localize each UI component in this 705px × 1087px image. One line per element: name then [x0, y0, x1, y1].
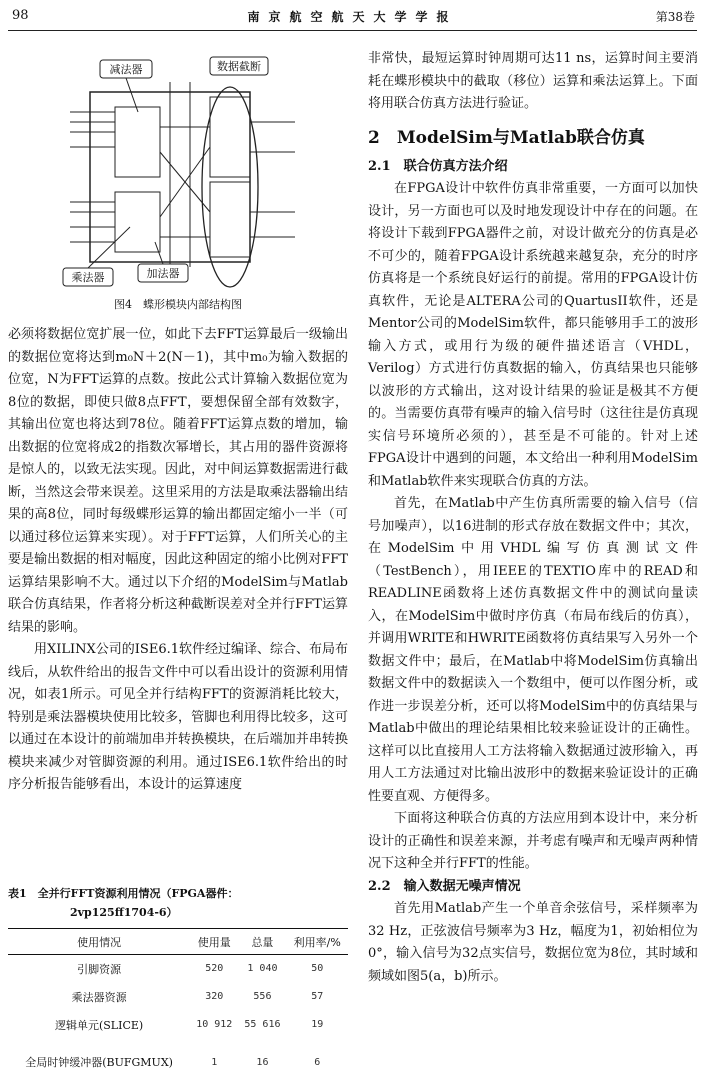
left-paragraph-2: 用XILINX公司的ISE6.1软件经过编译、综合、布局布线后，从软件给出的报告文件中可以看出设计的资源利用情况，如表1所示。可见全并行结构FFT的资源消耗比较大，特别是乘法器模块使用比较多，管脚也利用得比较多，这可以通过在本设计的前端加串并转换模块，在后端加并串转换模块来减少对管脚资源的利用。通过ISE6.1软件给出的时序分析报告能够看出，本设计的运算速度 [8, 642, 348, 792]
table-caption-line-2: 2vp125ff1704-6） [70, 906, 178, 919]
figure-caption: 图4 蝶形模块内部结构图 [114, 298, 242, 311]
sub21-paragraph-3: 下面将这种联合仿真的方法应用到本设计中，来分析设计的正确性和误差来源，并考虑有噪声和无噪声两种情况下这种全并行FFT的性能。 [368, 811, 698, 871]
table-row [8, 1039, 348, 1087]
header-total: 总量 [238, 929, 286, 955]
cell-used: 320 [205, 991, 224, 1002]
right-column [368, 48, 698, 988]
cell-name: 引脚资源 [77, 962, 122, 976]
cell-used: 10 912 [196, 1019, 233, 1030]
header-ratio: 利用率/% [287, 929, 348, 955]
left-column [8, 324, 348, 797]
cell-ratio: 57 [311, 991, 324, 1002]
subsection-2-2-title: 2.2 输入数据无噪声情况 [368, 878, 521, 894]
left-paragraph-1: 必须将数据位宽扩展一位，如此下去FFT运算最后一级输出的数据位宽将达到m₀N＋2(N－1)，其中m₀为输入数据的位宽，N为FFT运算的点数。按此公式计算输入数据位宽为8位的数据，即使只做8点FFT，要想保留全部有效数字，其输出位宽也将达到78位。随着FFT运算点数的增加，输出数据的位宽将成2的指数次幂增长，其占用的器件资源将是惊人的，以致无法实现。因此，对中间运算数据需进行截断，当然这会带来误差。这里采用的方法是取乘法器输出结果的高8位，同时每级蝶形运算的输出都固定缩小一半（可以通过移位运算来实现）。对于FFT运算，人们所关心的主要是输出数据的相对幅度，因此这种固定的缩小比例对FFT运算结果影响不大。通过以下介绍的ModelSim与Matlab联合仿真结果，作者将分析这种截断误差对全并行FFT运算结果的影响。 [8, 327, 348, 635]
cell-ratio: 19 [311, 1019, 324, 1030]
label-multiplier: 乘法器 [71, 271, 105, 284]
resource-usage-table [8, 928, 348, 1087]
subsection-2-1-title: 2.1 联合仿真方法介绍 [368, 158, 508, 174]
volume-label: 第38卷 [655, 10, 695, 24]
table-row [8, 955, 348, 983]
cell-name: 乘法器资源 [71, 990, 127, 1004]
table-header-row [8, 929, 348, 955]
cell-total: 16 [256, 1056, 269, 1068]
cell-used: 520 [205, 963, 224, 975]
table-row [8, 983, 348, 1011]
header-rule [8, 30, 697, 31]
cell-total: 1 040 [247, 963, 278, 975]
journal-name: 南京航空航天大学学报 [247, 10, 458, 24]
table-caption [8, 884, 348, 922]
butterfly-structure-figure [60, 52, 300, 292]
cell-total: 556 [253, 991, 272, 1002]
header-usage: 使用情况 [8, 929, 190, 955]
cell-name: 全局时钟缓冲器(BUFGMUX) [25, 1055, 173, 1069]
section-2-title: 2 ModelSim与Matlab联合仿真 [368, 127, 645, 148]
label-adder: 加法器 [146, 267, 180, 280]
table-row [8, 1011, 348, 1039]
label-data-truncation: 数据截断 [217, 60, 261, 73]
cell-total: 55 616 [244, 1019, 281, 1030]
right-intro: 非常快，最短运算时钟周期可达11 ns，运算时间主要消耗在蝶形模块中的截取（移位）运算和乘法运算上。下面将用联合仿真方法进行验证。 [368, 51, 698, 111]
sub21-paragraph-2: 首先，在Matlab中产生仿真所需要的输入信号（信号加噪声），以16进制的形式存放在数据文件中；其次，在ModelSim中用VHDL编写仿真测试文件（TestBench），用IEEE的TEXTIO库中的READ和READLINE函数将上述仿真数据文件中的测试向量读入，在ModelSim中做时序仿真（布局布线后的仿真），并调用WRITE和HWRITE函数将仿真结果写入另外一个数据文件中；最后，在Matlab中将ModelSim仿真输出数据文件中的数据读入一个数组中，便可以作图分析，或作进一步误差分析，还可以将ModelSim中的仿真结果与Matlab中做出的理论结果相比较来验证设计的正确性。这样可以比直接用人工方法将输入数据通过波形输入，再用人工方法通过对比输出波形中的数据来验证设计的正确性要直观、方便得多。 [368, 496, 698, 804]
cell-ratio: 6 [314, 1056, 321, 1068]
header-used: 使用量 [190, 929, 238, 955]
label-subtractor: 减法器 [109, 63, 143, 76]
cell-ratio: 50 [311, 963, 324, 975]
page-header [0, 0, 705, 30]
page-number: 98 [12, 8, 29, 23]
cell-used: 1 [211, 1056, 218, 1068]
sub21-paragraph-1: 在FPGA设计中软件仿真非常重要，一方面可以加快设计，另一方面也可以及时地发现设计中存在的问题。在将设计下载到FPGA器件之前，对设计做充分的仿真是必不可少的，随着FPGA设计系统越来越复杂，充分的时序仿真将是一个系统良好运行的前提。常用的FPGA设计仿真软件，无论是ALTERA公司的QuartusII软件，还是Mentor公司的ModelSim软件，都只能够用手工的波形输入方式，或用行为级的硬件描述语言（VHDL，Verilog）方式进行仿真数据的输入，仿真结果也只能够以波形的方式输出，这对设计结果的验证是极其不方便的。当需要仿真带有噪声的输入信号时（这往往是仿真现实信号环境所必须的），甚至是不可能的。针对上述FPGA设计中遇到的问题，本文给出一种利用ModelSim和Matlab软件来实现联合仿真的方法。 [368, 181, 698, 489]
cell-name: 逻辑单元(SLICE) [54, 1018, 144, 1032]
sub22-paragraph: 首先用Matlab产生一个单音余弦信号，采样频率为32 Hz，正弦波信号频率为3 Hz，幅度为1，初始相位为0°，输入信号为32点实信号，数据位宽为8位，其时域和频域如图5(a，b)所示。 [368, 901, 698, 984]
table-caption-line-1: 表1 全并行FFT资源利用情况（FPGA器件： [8, 887, 239, 900]
